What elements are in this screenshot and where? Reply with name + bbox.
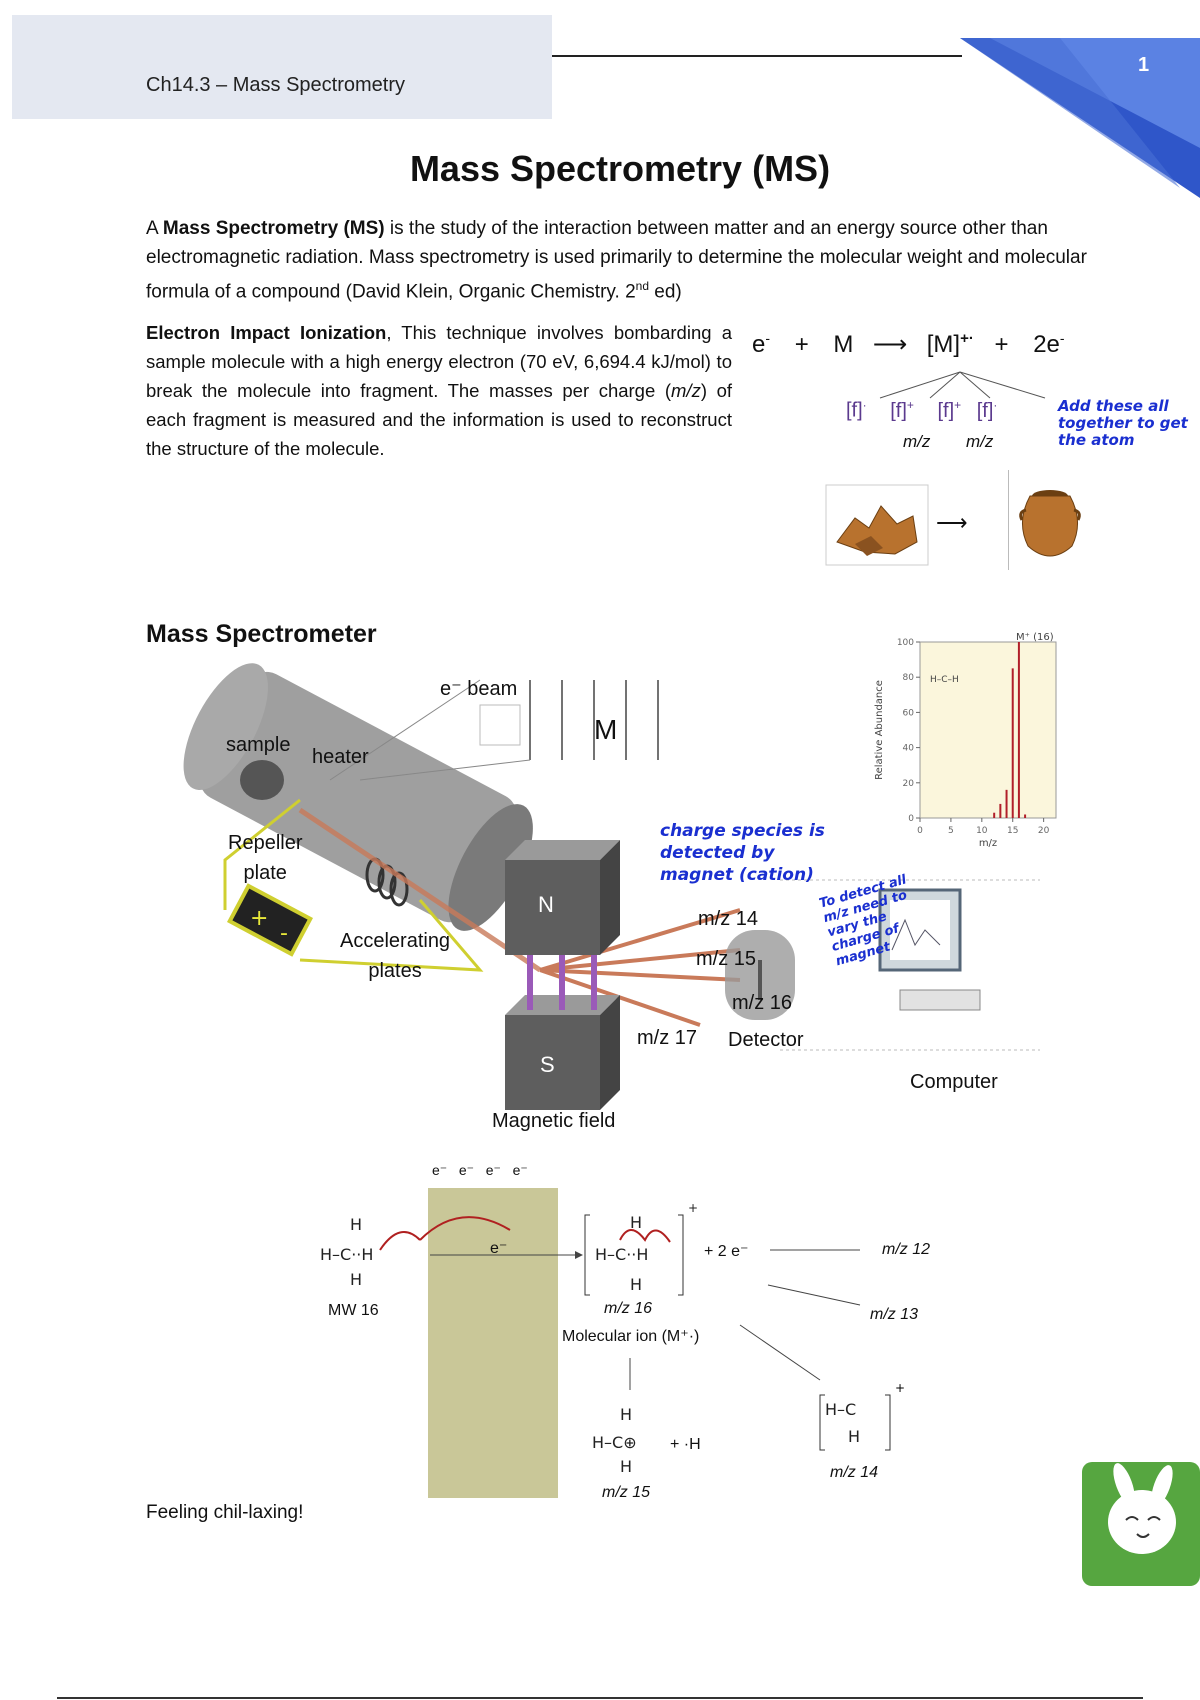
- south-label: S: [540, 1052, 555, 1077]
- handwritten-note-add: Add these all together to get the atom: [1058, 397, 1188, 449]
- svg-text:H: H: [630, 1213, 643, 1232]
- y-tick-label: 60: [902, 708, 914, 719]
- fragment-list: [f]· [f]+ [f]+ [f]·: [846, 398, 998, 422]
- radical-label: + ·H: [670, 1436, 701, 1453]
- y-tick-label: 100: [896, 638, 914, 648]
- mz13-label: m/z 13: [870, 1306, 919, 1323]
- x-axis-label: m/z: [978, 838, 998, 849]
- x-tick-label: 0: [917, 826, 923, 836]
- intro-paragraph: A Mass Spectrometry (MS) is the study of the interaction between matter and an energy source other than electromagnetic radiation. Mass spectrometry is used primarily to determine the molecular weight and molecular formula of a compound (David Klein, Organic Chemistry. 2nd ed): [146, 218, 1087, 303]
- M-label: M: [594, 714, 618, 745]
- handwritten-note-magnet: charge species is detected by magnet (cation): [660, 821, 825, 885]
- computer-label: Computer: [910, 1071, 998, 1093]
- svg-text:+: +: [688, 1201, 699, 1215]
- mz-label-2: m/z: [966, 432, 994, 451]
- chart-molecule: H–C–H: [930, 675, 959, 685]
- mz17-label: m/z 17: [637, 1027, 698, 1049]
- page-number: 1: [1138, 54, 1150, 76]
- beam-label: e⁻ beam: [440, 678, 518, 700]
- mz15-label: m/z 15: [696, 948, 757, 970]
- fragmentation-scheme: [300, 1200, 920, 1500]
- electron-impact-paragraph: Electron Impact Ionization, This technique involves bombarding a sample molecule with a high energy electron (70 eV, 6,694.4 kJ/mol) to break the molecule into fragment. The masses per charge (m/z) of each fragment is measured and the information is used to reconstruct the structure of the molecule.: [146, 322, 733, 459]
- accelerating-label: Accelerating plates: [340, 930, 451, 982]
- mz15-frag-label: m/z 15: [602, 1484, 651, 1501]
- svg-text:H: H: [350, 1215, 363, 1234]
- svg-text:H: H: [350, 1270, 363, 1289]
- y-tick-label: 40: [902, 743, 914, 754]
- header-rule: [552, 55, 962, 57]
- magnetic-field-label: Magnetic field: [492, 1110, 616, 1132]
- north-label: N: [538, 892, 554, 917]
- plot-area: [920, 642, 1056, 818]
- x-tick-label: 15: [1007, 826, 1019, 836]
- svg-text:H: H: [620, 1457, 633, 1476]
- broken-pot-icon: [825, 484, 929, 566]
- pot-icon: [1010, 476, 1090, 566]
- ei-term: Electron Impact Ionization: [146, 322, 387, 343]
- mz-label-1: m/z: [903, 432, 931, 451]
- section-heading: Mass Spectrometer: [146, 620, 377, 648]
- svg-text:+: +: [895, 1381, 906, 1395]
- svg-text:H–C⊕: H–C⊕: [592, 1433, 637, 1452]
- intro-term: Mass Spectrometry (MS): [162, 218, 385, 239]
- divider: [1008, 470, 1009, 570]
- x-tick-label: 10: [976, 826, 988, 836]
- mz12-label: m/z 12: [882, 1241, 931, 1258]
- heater-label: heater: [312, 746, 369, 768]
- mz14-label: m/z 14: [698, 908, 759, 930]
- beam-electron-label: e⁻: [490, 1240, 508, 1257]
- svg-text:+: +: [250, 906, 269, 931]
- x-tick-label: 5: [948, 826, 954, 836]
- y-tick-label: 0: [908, 814, 914, 824]
- svg-text:H–C: H–C: [825, 1400, 857, 1419]
- svg-text:H–C··H: H–C··H: [595, 1245, 649, 1264]
- mz14-frag-label: m/z 14: [830, 1464, 879, 1481]
- bunny-sticker-icon: [1082, 1462, 1200, 1586]
- sample-label: sample: [226, 734, 291, 756]
- svg-text:H: H: [848, 1427, 861, 1446]
- y-axis-label: Relative Abundance: [874, 680, 885, 780]
- svg-text:H–C··H: H–C··H: [320, 1245, 374, 1264]
- mass-spectrum-chart: [868, 628, 1068, 860]
- handwritten-note-vary: To detect all m/z need to vary the charge of magnet: [817, 872, 909, 970]
- plus-2e-label: + 2 e⁻: [704, 1243, 749, 1260]
- y-tick-label: 80: [902, 673, 914, 684]
- electron-row: e⁻ e⁻ e⁻ e⁻: [432, 1162, 528, 1178]
- arrow-icon: ⟶: [936, 510, 968, 535]
- ionization-equation: e- + M ⟶ [M]+· + 2e-: [752, 330, 1065, 358]
- detector-label: Detector: [728, 1029, 804, 1051]
- parent-mw-label: MW 16: [328, 1302, 379, 1319]
- page-title: Mass Spectrometry (MS): [409, 148, 831, 189]
- footer-note: Feeling chil-laxing!: [146, 1502, 304, 1523]
- svg-text:-: -: [280, 921, 288, 946]
- footer-rule: [57, 1697, 1143, 1699]
- molecular-ion-label: Molecular ion (M⁺·): [562, 1328, 700, 1345]
- x-tick-label: 20: [1037, 826, 1050, 836]
- mz16-label: m/z 16: [732, 992, 793, 1014]
- header-banner: [12, 15, 552, 119]
- y-tick-label: 20: [902, 778, 914, 789]
- svg-text:H: H: [620, 1405, 633, 1424]
- chapter-title: Ch14.3 – Mass Spectrometry: [146, 74, 405, 96]
- chart-title: M⁺ (16): [1016, 632, 1054, 643]
- svg-text:H: H: [630, 1275, 643, 1294]
- repeller-label: Repeller plate: [228, 832, 303, 884]
- ion-mz16-label: m/z 16: [604, 1300, 653, 1317]
